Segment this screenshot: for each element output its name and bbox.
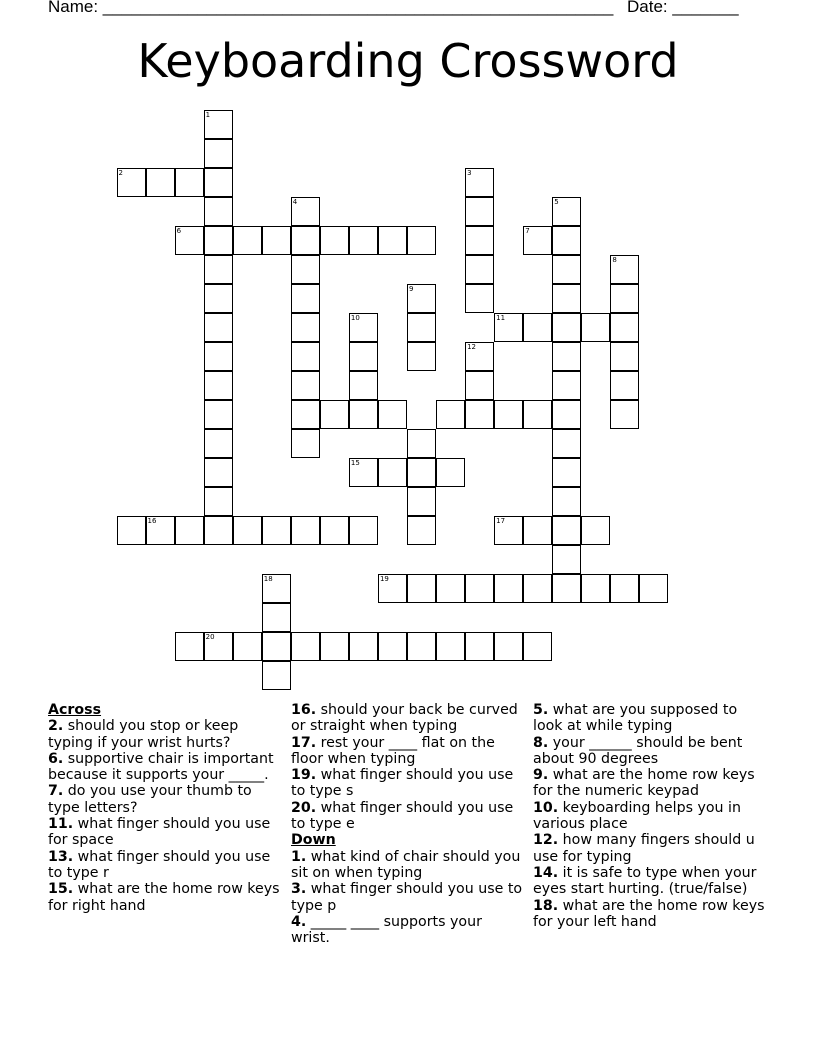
clue-down-8: 8. your ______ should be bent about 90 degrees — [533, 734, 743, 767]
clue-number: 19 — [379, 575, 389, 584]
grid-cell[interactable] — [262, 603, 291, 632]
grid-cell[interactable] — [436, 458, 465, 487]
grid-cell[interactable] — [465, 168, 494, 197]
grid-cell[interactable] — [465, 284, 494, 313]
grid-cell[interactable] — [146, 516, 175, 545]
clue-across-16: 16. should your back be curved or straight when typing — [291, 702, 518, 735]
grid-cell[interactable] — [465, 574, 494, 603]
clue-number: 9 — [409, 284, 414, 293]
grid-cell[interactable] — [610, 255, 639, 284]
clue-number: 8 — [612, 255, 617, 264]
grid-cell[interactable] — [146, 168, 175, 197]
clue-number: 3 — [467, 168, 472, 177]
clue-across-2: 2. should you stop or keep typing if your wrist hurts? — [48, 718, 239, 751]
grid-cell[interactable] — [465, 255, 494, 284]
clue-down-9: 9. what are the home row keys for the numeric keypad — [533, 767, 755, 800]
grid-cell[interactable] — [320, 400, 349, 429]
grid-cell[interactable] — [233, 516, 262, 545]
grid-cell[interactable] — [349, 458, 378, 487]
grid-cell[interactable] — [204, 632, 233, 661]
grid-cell[interactable] — [204, 197, 233, 226]
grid-cell[interactable] — [291, 632, 320, 661]
grid-cell[interactable] — [523, 313, 552, 342]
grid-cell[interactable] — [204, 458, 233, 487]
grid-cell[interactable] — [233, 632, 262, 661]
grid-cell[interactable] — [523, 632, 552, 661]
grid-cell[interactable] — [291, 342, 320, 371]
grid-cell[interactable] — [378, 632, 407, 661]
grid-cell[interactable] — [523, 574, 552, 603]
grid-cell[interactable] — [204, 110, 233, 139]
grid-cell[interactable] — [552, 255, 581, 284]
clues-column-1 — [48, 702, 280, 914]
grid-cell[interactable] — [204, 429, 233, 458]
clue-number: 12 — [467, 342, 477, 351]
grid-cell[interactable] — [320, 226, 349, 255]
grid-cell[interactable] — [552, 400, 581, 429]
grid-cell[interactable] — [349, 342, 378, 371]
grid-cell[interactable] — [552, 342, 581, 371]
grid-cell[interactable] — [117, 516, 146, 545]
clue-down-18: 18. what are the home row keys for your left hand — [533, 897, 765, 930]
grid-cell[interactable] — [465, 197, 494, 226]
clue-across-17: 17. rest your ____ flat on the floor when typing — [291, 734, 495, 767]
grid-cell[interactable] — [175, 226, 204, 255]
clue-number: 4 — [292, 197, 298, 206]
clue-number: 16 — [147, 517, 157, 526]
grid-cell[interactable] — [262, 516, 291, 545]
grid-cell[interactable] — [610, 342, 639, 371]
grid-cell[interactable] — [465, 371, 494, 400]
clue-number: 6 — [176, 226, 182, 235]
grid-cell[interactable] — [523, 400, 552, 429]
grid-cell[interactable] — [465, 226, 494, 255]
grid-cell[interactable] — [465, 632, 494, 661]
grid-cell[interactable] — [610, 400, 639, 429]
grid-cell[interactable] — [175, 168, 204, 197]
grid-cell[interactable] — [494, 400, 523, 429]
clue-number: 18 — [263, 575, 273, 584]
grid-cell[interactable] — [407, 632, 436, 661]
grid-cell[interactable] — [204, 342, 233, 371]
grid-cell[interactable] — [465, 342, 494, 371]
grid-cell[interactable] — [581, 516, 610, 545]
clue-down-10: 10. keyboarding helps you in various place — [533, 799, 741, 833]
grid-cell[interactable] — [610, 574, 639, 603]
clue-down-12: 12. how many fingers should u use for typing — [533, 832, 755, 865]
grid-cell[interactable] — [291, 197, 320, 226]
grid-cell[interactable] — [291, 313, 320, 342]
grid-cell[interactable] — [378, 574, 407, 603]
clue-across-19: 19. what finger should you use to type s — [291, 767, 514, 800]
clue-number: 7 — [525, 226, 530, 235]
grid-cell[interactable] — [494, 574, 523, 603]
date-field[interactable]: Date: _______ — [627, 0, 739, 16]
grid-cell[interactable] — [552, 197, 581, 226]
grid-cell[interactable] — [494, 516, 523, 545]
grid-cell[interactable] — [407, 284, 436, 313]
grid-cell[interactable] — [552, 458, 581, 487]
clue-down-3: 3. what finger should you use to type p — [291, 881, 523, 914]
grid-cell[interactable] — [175, 516, 204, 545]
grid-cell[interactable] — [349, 226, 378, 255]
grid-cell[interactable] — [291, 516, 320, 545]
down-heading: Down — [291, 832, 336, 849]
grid-cell[interactable] — [349, 313, 378, 342]
grid-cell[interactable] — [552, 574, 581, 603]
clue-number: 1 — [205, 110, 211, 119]
name-field[interactable]: Name: ______________________________________________________ — [48, 0, 614, 16]
clues-column-3 — [533, 702, 765, 930]
grid-cell[interactable] — [552, 226, 581, 255]
grid-cell[interactable] — [204, 313, 233, 342]
grid-cell[interactable] — [523, 226, 552, 255]
grid-cell[interactable] — [204, 139, 233, 168]
clues-column-2 — [291, 702, 523, 946]
grid-cell[interactable] — [204, 284, 233, 313]
grid-cell[interactable] — [349, 516, 378, 545]
across-heading: Across — [48, 702, 102, 718]
grid-cell[interactable] — [610, 284, 639, 313]
grid-cell[interactable] — [378, 400, 407, 429]
grid-cell[interactable] — [407, 516, 436, 545]
clue-across-13: 13. what finger should you use to type r — [48, 848, 271, 881]
grid-cell[interactable] — [204, 516, 233, 545]
grid-cell[interactable] — [175, 632, 204, 661]
grid-cell[interactable] — [204, 400, 233, 429]
grid-cell[interactable] — [291, 400, 320, 429]
grid-cell[interactable] — [349, 371, 378, 400]
grid-cell[interactable] — [552, 545, 581, 574]
grid-cell[interactable] — [407, 574, 436, 603]
grid-cell[interactable] — [291, 226, 320, 255]
grid-cell[interactable] — [262, 226, 291, 255]
grid-cell[interactable] — [407, 342, 436, 371]
grid-cell[interactable] — [552, 429, 581, 458]
grid-cell[interactable] — [320, 632, 349, 661]
grid-cell[interactable] — [407, 429, 436, 458]
grid-cell[interactable] — [204, 255, 233, 284]
grid-cell[interactable] — [610, 371, 639, 400]
grid-cell[interactable] — [407, 458, 436, 487]
clue-down-5: 5. what are you supposed to look at while typing — [533, 702, 738, 735]
grid-cell[interactable] — [639, 574, 668, 603]
grid-cell[interactable] — [291, 284, 320, 313]
grid-cell[interactable] — [552, 284, 581, 313]
grid-cell[interactable] — [378, 226, 407, 255]
page-title: Keyboarding Crossword — [137, 34, 679, 88]
clue-across-20: 20. what finger should you use to type e — [291, 799, 514, 833]
clue-number: 11 — [496, 313, 506, 322]
grid-cell[interactable] — [378, 458, 407, 487]
clue-across-15: 15. what are the home row keys for right hand — [48, 881, 280, 914]
clue-number: 2 — [118, 168, 123, 177]
grid-cell[interactable] — [436, 400, 465, 429]
grid-cell[interactable] — [291, 255, 320, 284]
clue-down-1: 1. what kind of chair should you sit on when typing — [291, 848, 521, 881]
grid-cell[interactable] — [233, 226, 262, 255]
grid-cell[interactable] — [291, 429, 320, 458]
grid-cell[interactable] — [262, 661, 291, 690]
clue-number: 17 — [496, 517, 506, 526]
grid-cell[interactable] — [494, 632, 523, 661]
grid-cell[interactable] — [407, 313, 436, 342]
grid-cell[interactable] — [204, 487, 233, 516]
grid-cell[interactable] — [610, 313, 639, 342]
grid-cell[interactable] — [117, 168, 146, 197]
grid-cell[interactable] — [262, 574, 291, 603]
grid-cell[interactable] — [552, 313, 581, 342]
clue-number: 20 — [205, 633, 215, 642]
clue-down-14: 14. it is safe to type when your eyes start hurting. (true/false) — [533, 864, 757, 898]
grid-cell[interactable] — [436, 574, 465, 603]
grid-cell[interactable] — [552, 516, 581, 545]
clue-across-6: 6. supportive chair is important because it supports your _____. — [48, 750, 274, 784]
clue-down-4: 4. _____ ____ supports your wrist. — [291, 913, 482, 947]
grid-cell[interactable] — [581, 574, 610, 603]
clue-across-7: 7. do you use your thumb to type letters? — [48, 783, 252, 816]
grid-cell[interactable] — [407, 487, 436, 516]
grid-cell[interactable] — [552, 371, 581, 400]
grid-cell[interactable] — [204, 226, 233, 255]
grid-cell[interactable] — [407, 226, 436, 255]
grid-cell[interactable] — [204, 371, 233, 400]
grid-cell[interactable] — [436, 632, 465, 661]
clue-number: 15 — [350, 459, 360, 468]
grid-cell[interactable] — [581, 313, 610, 342]
grid-cell[interactable] — [204, 168, 233, 197]
clue-across-11: 11. what finger should you use for space — [48, 816, 271, 849]
grid-cell[interactable] — [465, 400, 494, 429]
grid-cell[interactable] — [349, 400, 378, 429]
grid-cell[interactable] — [552, 487, 581, 516]
grid-cell[interactable] — [262, 632, 291, 661]
grid-cell[interactable] — [291, 371, 320, 400]
grid-cell[interactable] — [494, 313, 523, 342]
grid-cell[interactable] — [349, 632, 378, 661]
clue-number: 5 — [554, 197, 559, 206]
clue-number: 10 — [350, 313, 360, 322]
grid-cell[interactable] — [320, 516, 349, 545]
grid-cell[interactable] — [523, 516, 552, 545]
